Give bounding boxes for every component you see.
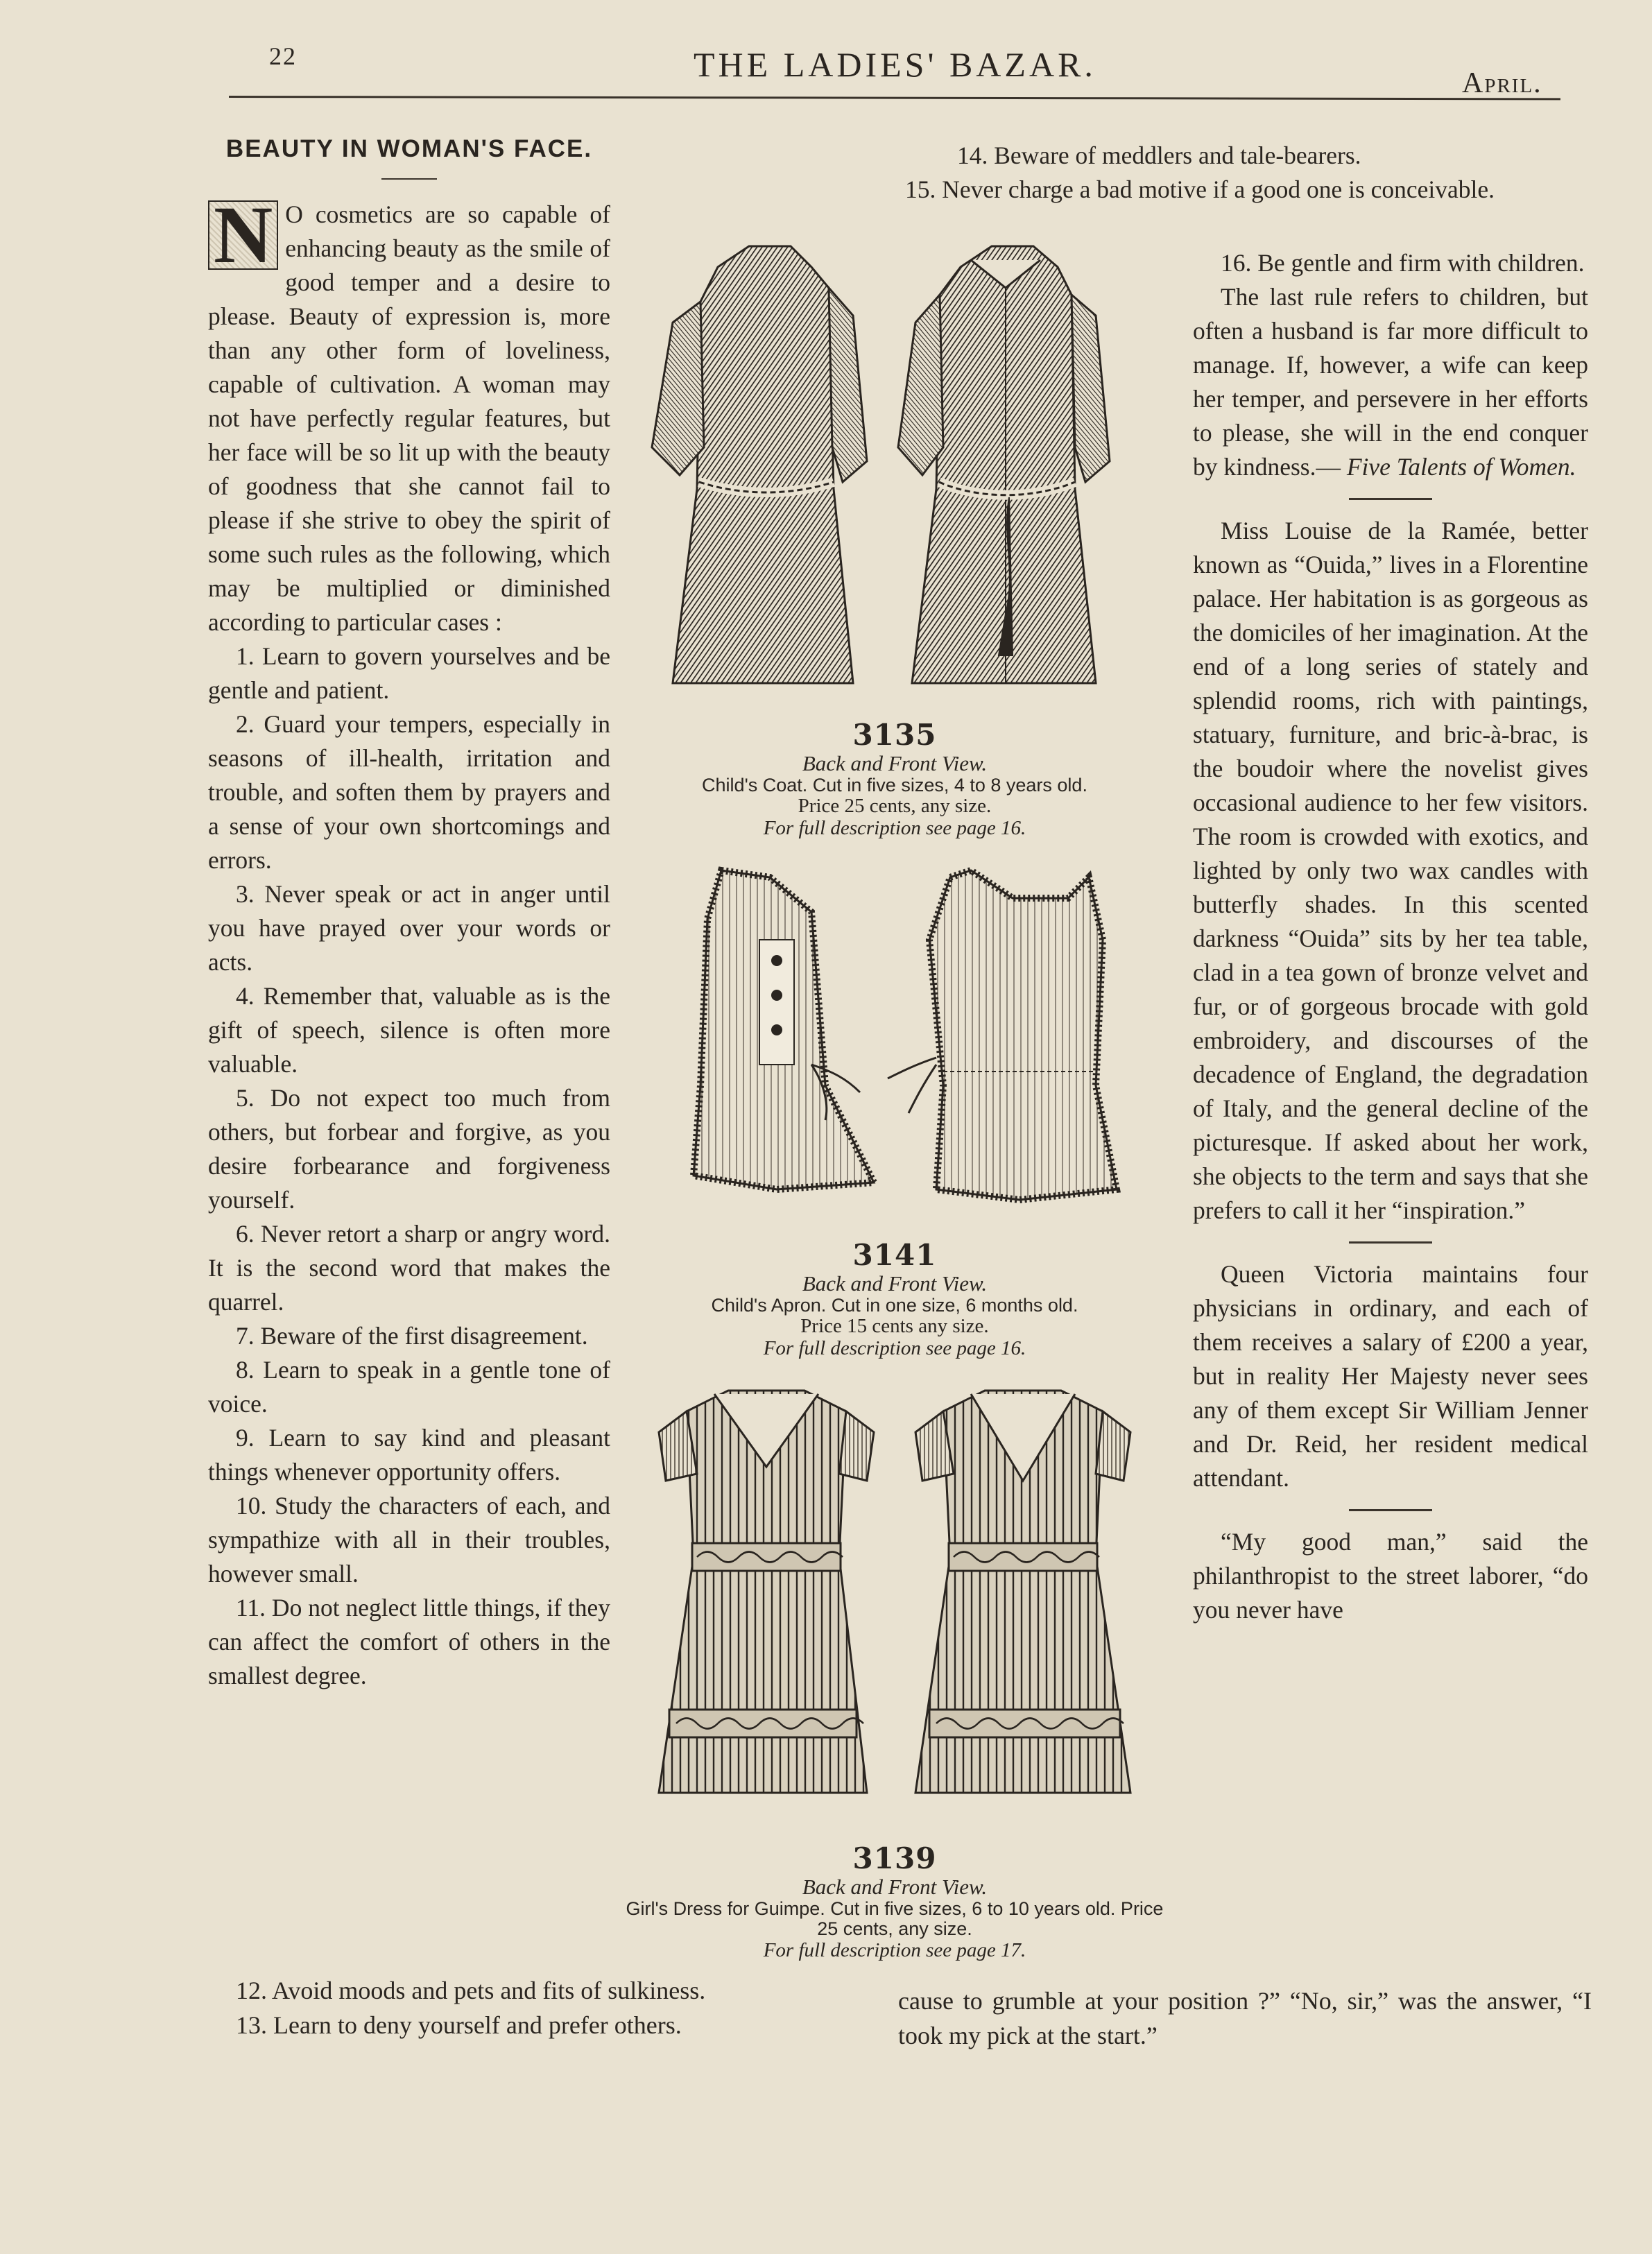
rule-7: 7. Beware of the first disagreement. — [236, 1322, 588, 1350]
dress-illustration — [645, 1377, 1144, 1834]
ouida-item: Miss Louise de la Ramée, better known as “Ouida,” lives in a Florentine palace. Her habitation is as gorgeous as the domiciles of her imagination. At the end of a long series of stately and splendid rooms, rich with paintings, statuary, furniture, and bric-à-brac, is the boudoir where the novelist gives occasional audience to her few visitors. The room is crowded with exotics, and lighted by only two wax candles with butterfly shades. In this scented darkness “Ouida” sits by her tea table, clad in a tea gown of bronze velvet and fur, or of gorgeous brocade with gold embroidery, and discourses of the decadence of England, the degradation of Italy, and the general decline of the picturesque. If asked about her work, she objects to the term and says that she prefers to call it her “inspiration.” — [1193, 517, 1588, 1224]
rule-5: 5. Do not expect too much from others, but forbear and forgive, as you desire forbearance and forgiveness yourself. — [208, 1084, 610, 1214]
figure-number: 3135 — [852, 718, 937, 752]
drop-cap: N — [208, 200, 278, 270]
figure-reference: For full description see page 16. — [763, 1337, 1026, 1359]
rule-3: 3. Never speak or act in anger until you have prayed over your words or acts. — [208, 880, 610, 976]
figure-view: Back and Front View. — [802, 1875, 988, 1899]
article-closing — [1193, 280, 1588, 484]
figure-description: Girl's Dress for Guimpe. Cut in five sizes, 6 to 10 years old. Price 25 cents, any size. — [626, 1898, 1164, 1939]
article-title: BEAUTY IN WOMAN'S FACE. — [225, 135, 593, 162]
rule-13: 13. Learn to deny yourself and prefer others. — [236, 2011, 682, 2039]
intro-text: O cosmetics are so capable of enhancing beauty as the smile of good temper and a desire to please. Beauty of expression is, more than any other form of loveliness, capable of cultivation. A woman may not have perfectly regular features, but her face will be so lit up with the beauty of goodness that she cannot fail to please if she strive to obey the spirit of some such rules as the following, which may be multiplied or diminished according to particular cases : — [208, 200, 610, 636]
figure-view: Back and Front View. — [802, 1271, 988, 1296]
issue-month: April. — [1462, 67, 1542, 99]
rule-11: 11. Do not neglect little things, if they can affect the comfort of others in the smallest degree. — [208, 1594, 610, 1689]
figure-price: Price 15 cents any size. — [800, 1315, 989, 1337]
page-number: 22 — [269, 42, 297, 70]
journal-title: THE LADIES' BAZAR. — [694, 45, 1096, 84]
rule-4: 4. Remember that, valuable as is the gift of speech, silence is often more valuable. — [208, 982, 610, 1078]
rule-12: 12. Avoid moods and pets and fits of sulkiness. — [236, 1977, 706, 2004]
separator-rule — [1349, 1509, 1432, 1511]
figure-number: 3139 — [852, 1841, 937, 1875]
left-column — [208, 132, 610, 1693]
figure-description: Child's Apron. Cut in one size, 6 months old. — [711, 1295, 1078, 1316]
header-rule — [229, 96, 1560, 100]
rule-10: 10. Study the characters of each, and sympathize with all in their troubles, however small. — [208, 1492, 610, 1588]
philanthropist-item: “My good man,” said the philanthropist to the street laborer, “do you never have — [1193, 1528, 1588, 1624]
figure-reference: For full description see page 16. — [763, 817, 1026, 839]
rule-16: 16. Be gentle and firm with children. — [1221, 249, 1585, 277]
middle-top-text — [905, 139, 1595, 207]
title-rule — [381, 178, 437, 180]
figure-3135 — [624, 239, 1165, 839]
rule-8: 8. Learn to speak in a gentle tone of voice. — [208, 1356, 610, 1418]
rule-6: 6. Never retort a sharp or angry word. It is the second word that makes the quarrel. — [208, 1220, 610, 1316]
rule-9: 9. Learn to say kind and pleasant things whenever opportunity offers. — [208, 1424, 610, 1486]
figure-reference: For full description see page 17. — [763, 1939, 1026, 1961]
figure-number: 3141 — [852, 1238, 937, 1272]
separator-rule — [1349, 498, 1432, 500]
figure-description: Child's Coat. Cut in five sizes, 4 to 8 years old. — [702, 775, 1087, 795]
rule-15: 15. Never charge a bad motive if a good one is conceivable. — [905, 175, 1495, 203]
coat-illustration — [645, 239, 1144, 711]
figure-price: Price 25 cents, any size. — [798, 795, 992, 817]
separator-rule — [1349, 1241, 1432, 1244]
figure-3141 — [624, 857, 1165, 1359]
philanthropist-continued: cause to grumble at your position ?” “No, sir,” was the answer, “I took my pick at the start.” — [898, 1987, 1592, 2049]
article-source: Five Talents of Women. — [1346, 453, 1576, 481]
article-intro — [208, 189, 610, 639]
figure-3139 — [624, 1377, 1165, 1961]
closing-text: The last rule refers to children, but often a husband is far more difficult to manage. If, however, a wife can keep her temper, and persevere in her efforts to please, she will in the end conquer by kindness.— — [1193, 283, 1588, 481]
rule-2: 2. Guard your tempers, especially in seasons of ill-health, irritation and trouble, and soften them by prayers and a sense of your own shortcomings and errors. — [208, 710, 610, 874]
apron-illustration — [652, 857, 1137, 1231]
right-column — [1193, 246, 1588, 1627]
rule-14: 14. Beware of meddlers and tale-bearers. — [957, 141, 1361, 169]
queen-victoria-item: Queen Victoria maintains four physicians in ordinary, and each of them receives a salary of £200 a year, but in reality Her Majesty never sees any of them except Sir William Jenner and Dr. Reid, her resident medical attendant. — [1193, 1260, 1588, 1492]
figure-view: Back and Front View. — [802, 751, 988, 775]
rule-1: 1. Learn to govern yourselves and be gentle and patient. — [208, 642, 610, 704]
